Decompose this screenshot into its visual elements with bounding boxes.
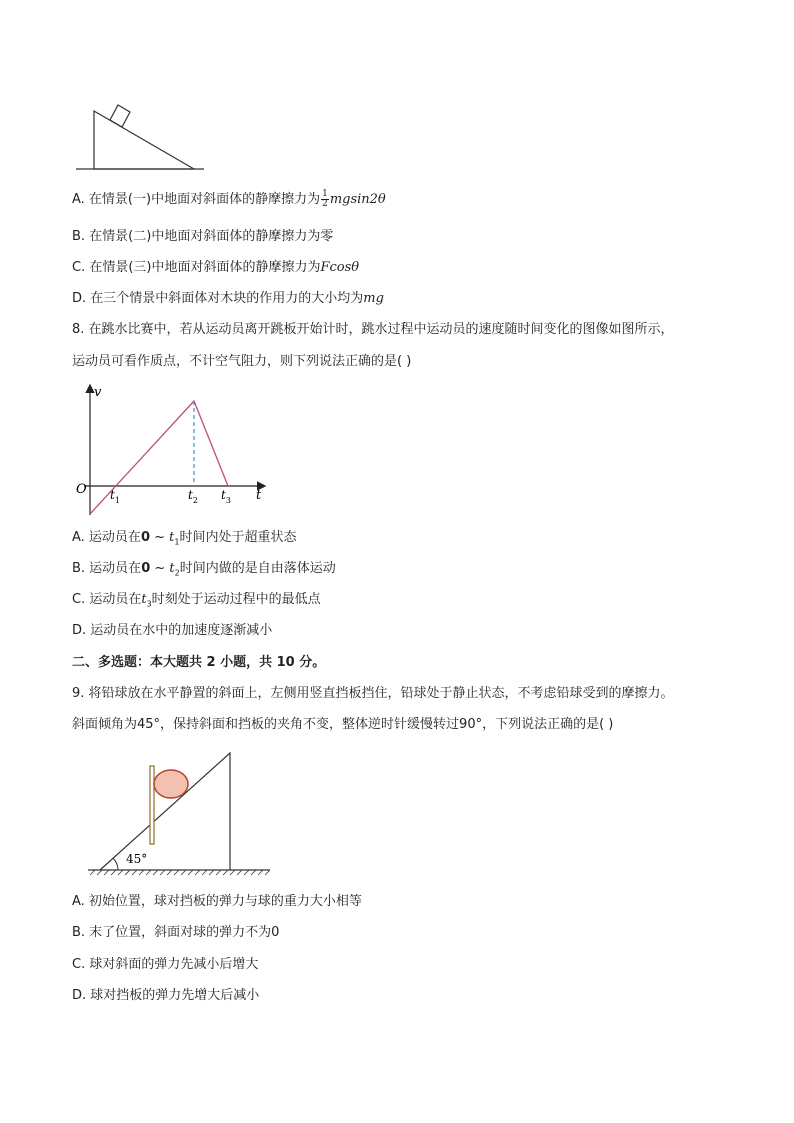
tick-label-t2: $t_2$ xyxy=(188,488,198,505)
q8-option-c xyxy=(72,590,321,615)
ground-hatching xyxy=(90,870,270,875)
tick-label-t3: $t_3$ xyxy=(221,488,231,505)
option-text: A. 运动员在 xyxy=(72,530,141,545)
q9-stem-line1: 9. 将铅球放在水平静置的斜面上，左侧用竖直挡板挡住，铅球处于静止状态，不考虑铅球受到的摩擦力。 xyxy=(72,686,674,701)
subscript: 1 xyxy=(174,537,180,547)
option-text: 时间内处于超重状态 xyxy=(179,530,297,545)
wooden-block xyxy=(110,105,130,127)
q9-option-b: B. 末了位置，斜面对球的弹力不为0 xyxy=(72,925,280,940)
fraction xyxy=(321,190,329,209)
q7-option-c xyxy=(72,258,359,278)
math-number: 0 xyxy=(141,561,151,576)
q8-stem-line2: 运动员可看作质点，不计空气阻力，则下列说法正确的是( ) xyxy=(72,354,412,369)
y-axis-label: v xyxy=(94,385,102,400)
option-text: A. 在情景(一)中地面对斜面体的静摩擦力为 xyxy=(72,192,321,207)
math-expression: mgsin2θ xyxy=(329,192,386,207)
math-variable: t xyxy=(169,561,175,576)
tilde: ~ xyxy=(150,561,170,576)
incline-wedge xyxy=(94,111,194,169)
option-text: 时间内做的是自由落体运动 xyxy=(179,561,336,576)
q9-option-d: D. 球对挡板的弹力先增大后减小 xyxy=(72,988,260,1003)
incline-block-figure xyxy=(70,98,210,174)
q9-option-c: C. 球对斜面的弹力先减小后增大 xyxy=(72,957,259,972)
math-number: 0 xyxy=(140,530,150,545)
tick-label-t1: $t_1$ xyxy=(110,488,120,505)
angle-arc xyxy=(113,858,118,870)
q7-option-b: B. 在情景(二)中地面对斜面体的静摩擦力为零 xyxy=(72,229,334,244)
q7-option-a xyxy=(72,190,386,210)
subscript: 3 xyxy=(146,599,152,609)
fraction-denominator: 2 xyxy=(322,199,328,209)
option-text: 时刻处于运动过程中的最低点 xyxy=(151,592,321,607)
q8-option-b xyxy=(72,559,336,584)
math-variable: t xyxy=(169,530,175,545)
angle-label: 45° xyxy=(126,852,148,866)
option-text: C. 运动员在 xyxy=(72,592,142,607)
option-text: B. 运动员在 xyxy=(72,561,142,576)
origin-label: O xyxy=(76,482,87,497)
velocity-time-graph xyxy=(70,380,280,520)
vertical-board xyxy=(150,766,154,844)
subscript: 2 xyxy=(174,568,180,578)
ball-on-incline-figure xyxy=(84,748,274,878)
math-expression: Fcosθ xyxy=(320,260,360,275)
fraction-numerator: 1 xyxy=(322,189,328,199)
q8-option-a xyxy=(72,528,297,553)
q7-option-d xyxy=(72,289,384,309)
option-text: D. 在三个情景中斜面体对木块的作用力的大小均为 xyxy=(72,291,364,306)
q9-option-a: A. 初始位置，球对挡板的弹力与球的重力大小相等 xyxy=(72,894,362,909)
x-axis-label: t xyxy=(256,488,262,503)
section-heading: 二、多选题：本大题共 2 小题，共 10 分。 xyxy=(72,655,326,670)
q8-stem-line1: 8. 在跳水比赛中，若从运动员离开跳板开始计时，跳水过程中运动员的速度随时间变化的图像如图所示， xyxy=(72,322,674,337)
lead-ball xyxy=(154,770,188,798)
tilde: ~ xyxy=(149,530,170,545)
math-variable: t xyxy=(141,592,147,607)
option-text: C. 在情景(三)中地面对斜面体的静摩擦力为 xyxy=(72,260,321,275)
math-expression: mg xyxy=(363,291,384,306)
q9-stem-line2: 斜面倾角为45°，保持斜面和挡板的夹角不变，整体逆时针缓慢转过90°，下列说法正确的是( ) xyxy=(72,717,614,732)
q8-option-d: D. 运动员在水中的加速度逐渐减小 xyxy=(72,623,273,638)
